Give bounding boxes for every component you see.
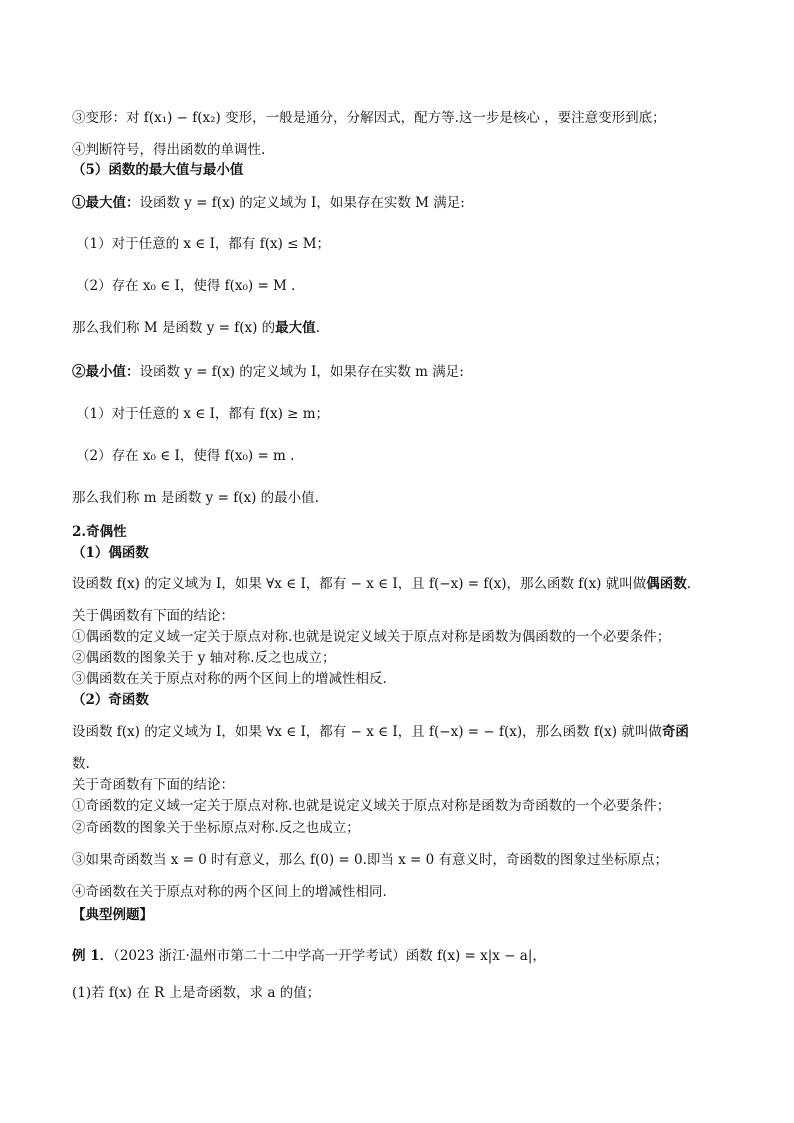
odd-term: 奇函	[661, 724, 689, 740]
even-function-definition	[72, 574, 732, 594]
odd-conclusion-3: ③如果奇函数当 x = 0 时有意义，那么 f(0) = 0.即当 x = 0 有意义时，奇函数的图象过坐标原点；	[72, 852, 669, 868]
max-label: ①最大值：	[72, 195, 140, 211]
even-conclusion-1: ①偶函数的定义域一定关于原点对称.也就是说定义域关于原点对称是函数为偶函数的一个必要条件；	[72, 629, 671, 645]
even-function-heading: （1）偶函数	[72, 545, 149, 561]
max-conclusion-text: 那么我们称 M 是函数 y = f(x) 的	[72, 320, 276, 336]
odd-conclusion-4: ④奇函数在关于原点对称的两个区间上的增减性相同.	[72, 884, 387, 900]
max-conclusion	[72, 318, 732, 338]
parity-heading: 2.奇偶性	[72, 524, 127, 540]
min-definition	[72, 362, 732, 382]
example-1-part-1: (1)若 f(x) 在 R 上是奇函数，求 a 的值；	[72, 985, 321, 1001]
even-conclusion-3: ③偶函数在关于原点对称的两个区间上的增减性相反.	[72, 671, 387, 687]
odd-term-continued: 数.	[72, 756, 90, 772]
example-1-label: 例 1．	[72, 948, 114, 964]
even-conclusion-2: ②偶函数的图象关于 y 轴对称.反之也成立；	[72, 650, 336, 666]
min-conclusion: 那么我们称 m 是函数 y = f(x) 的最小值.	[72, 490, 319, 506]
min-condition-1: （1）对于任意的 x ∈ I，都有 f(x) ≥ m；	[76, 406, 330, 422]
odd-function-definition	[72, 722, 732, 742]
example-1-text: （2023 浙江·温州市第二十二中学高一开学考试）函数 f(x) = x|x − a|，	[113, 948, 546, 964]
max-conclusion-period: .	[315, 320, 320, 336]
min-definition-text: 设函数 y = f(x) 的定义域为 I，如果存在实数 m 满足:	[139, 364, 464, 380]
step-four-text: ④判断符号，得出函数的单调性.	[72, 142, 266, 158]
max-definition	[72, 193, 732, 213]
odd-definition-text: 设函数 f(x) 的定义域为 I，如果 ∀x ∈ I，都有 − x ∈ I，且 f(−x) = − f(x)，那么函数 f(x) 就叫做	[72, 724, 662, 740]
max-condition-2: （2）存在 x₀ ∈ I，使得 f(x₀) = M .	[76, 278, 296, 294]
min-label: ②最小值：	[72, 364, 140, 380]
even-term: 偶函数	[646, 576, 687, 592]
odd-conclusion-1: ①奇函数的定义域一定关于原点对称.也就是说定义域关于原点对称是函数为奇函数的一个必要条件；	[72, 798, 671, 814]
even-definition-text: 设函数 f(x) 的定义域为 I，如果 ∀x ∈ I，都有 − x ∈ I，且 f(−x) = f(x)，那么函数 f(x) 就叫做	[72, 576, 647, 592]
max-condition-1: （1）对于任意的 x ∈ I，都有 f(x) ≤ M；	[76, 236, 331, 252]
even-conclusions-intro: 关于偶函数有下面的结论：	[72, 608, 234, 624]
section-max-min-heading: （5）函数的最大值与最小值	[72, 162, 244, 178]
odd-conclusion-2: ②奇函数的图象关于坐标原点对称.反之也成立；	[72, 820, 360, 836]
min-condition-2: （2）存在 x₀ ∈ I，使得 f(x₀) = m .	[76, 448, 295, 464]
step-three-text: ③变形：对 f(x₁) − f(x₂) 变形，一般是通分，分解因式，配方等.这一步是核心 ，要注意变形到底；	[72, 110, 666, 126]
odd-conclusions-intro: 关于奇函数有下面的结论：	[72, 777, 234, 793]
max-term: 最大值	[275, 320, 316, 336]
examples-heading: 【典型例题】	[72, 907, 153, 923]
even-definition-period: .	[686, 576, 692, 592]
odd-function-heading: （2）奇函数	[72, 692, 149, 708]
example-1	[72, 946, 732, 966]
max-definition-text: 设函数 y = f(x) 的定义域为 I，如果存在实数 M 满足:	[139, 195, 465, 211]
